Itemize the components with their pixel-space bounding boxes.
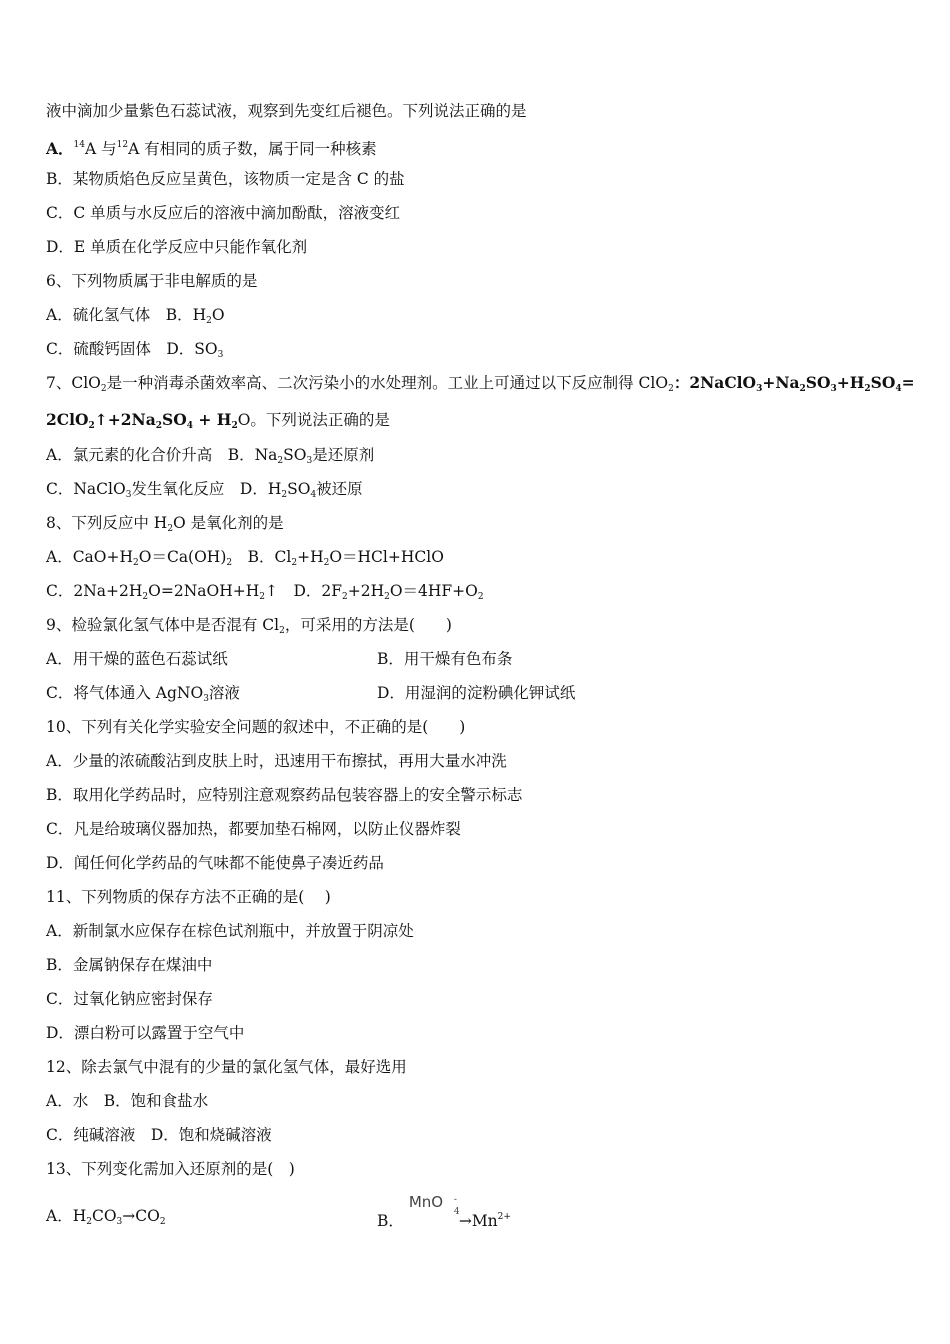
text: C．NaClO [46, 480, 126, 498]
text: A 与 [84, 140, 117, 158]
q10-option-a [46, 751, 507, 771]
subscript: 4 [895, 384, 902, 394]
text: MnO [408, 1193, 444, 1211]
q12-options-cd [46, 1125, 272, 1145]
q5-option-b [46, 169, 405, 189]
subscript: 2 [259, 592, 265, 602]
text: C．过氧化钠应密封保存 [46, 990, 213, 1008]
subscript: 2 [100, 384, 107, 394]
subscript: 3 [203, 694, 209, 704]
question-7-stem-line2 [46, 410, 390, 436]
text: CO [91, 1207, 117, 1225]
subscript: 2 [384, 592, 390, 602]
subscript: 2 [291, 558, 298, 568]
text: O=2NaOH+H [148, 582, 260, 600]
question-9-stem [46, 615, 452, 641]
q10-option-c [46, 819, 461, 839]
text: A．少量的浓硫酸沾到皮肤上时，迅速用干布擦拭，再用大量水冲洗 [46, 752, 507, 770]
subscript: 3 [217, 350, 224, 360]
q8-options-ab [46, 547, 444, 573]
subscript: 4 [453, 1207, 460, 1217]
question-10-stem [46, 717, 465, 737]
text: A．氯元素的化合价升高 B．Na [46, 446, 278, 464]
text: B．Cl [232, 548, 292, 566]
option-d: D．用湿润的淀粉碘化钾试纸 [377, 684, 576, 702]
option-a: A．用干燥的蓝色石蕊试纸 [46, 650, 228, 668]
text: D．E 单质在化学反应中只能作氧化剂 [46, 238, 308, 256]
text: A 有相同的质子数，属于同一种核素 [128, 140, 377, 158]
text: SO [287, 480, 311, 498]
text: 12、除去氯气中混有的少量的氯化氢气体，最好选用 [46, 1058, 407, 1076]
option-label: B． [377, 1212, 404, 1230]
q5-option-d [46, 237, 307, 257]
equation: 2ClO [46, 410, 89, 429]
text: A．CaO+H [46, 548, 134, 566]
text: O＝HCl+HClO [329, 548, 444, 566]
subscript: 2 [277, 456, 284, 466]
subscript: 2 [323, 558, 330, 568]
option-a [46, 1207, 166, 1225]
subscript: 2 [477, 592, 484, 602]
subscript: 2 [133, 558, 139, 568]
q9-options-ab [46, 649, 906, 669]
subscript: 4 [186, 421, 193, 431]
text: 溶液 [208, 684, 240, 702]
text: 11、下列物质的保存方法不正确的是( ) [46, 888, 331, 906]
equation: +H [836, 373, 865, 392]
equation: + H [193, 410, 232, 429]
text: C．凡是给玻璃仪器加热，都要加垫石棉网，以防止仪器炸裂 [46, 820, 461, 838]
text: →CO [122, 1207, 160, 1225]
text: 10、下列有关化学实验安全问题的叙述中，不正确的是( ) [46, 718, 466, 736]
option-c [46, 684, 240, 702]
subscript: 2 [281, 490, 288, 500]
subscript: 3 [306, 456, 313, 466]
subscript: 3 [830, 384, 837, 394]
text: O [211, 306, 225, 324]
text: B．取用化学药品时，应特别注意观察药品包装容器上的安全警示标志 [46, 786, 523, 804]
subscript: 3 [125, 490, 132, 500]
q12-options-ab [46, 1091, 208, 1111]
subscript: 2 [167, 524, 174, 534]
text: 是还原剂 [312, 446, 375, 464]
q9-options-cd [46, 683, 906, 709]
text: 7、ClO [46, 374, 101, 392]
q7-options-ab [46, 445, 374, 471]
q10-option-d [46, 853, 384, 873]
text: +H [297, 548, 324, 566]
text: 液中滴加少量紫色石蕊试液，观察到先变红后褪色。下列说法正确的是 [46, 102, 527, 120]
equation: SO [162, 410, 187, 429]
text: D．闻任何化学药品的气味都不能使鼻子凑近药品 [46, 854, 384, 872]
subscript: 2 [142, 592, 149, 602]
q7-options-cd [46, 479, 363, 505]
mass-number: 14 [73, 140, 85, 150]
equation: +Na [762, 373, 800, 392]
text: C．硫酸钙固体 D．SO [46, 340, 218, 358]
text: O＝Ca(OH) [138, 548, 227, 566]
subscript: 2 [86, 1217, 92, 1227]
text: A．硫化氢气体 B．H [46, 306, 207, 324]
text: B．金属钠保存在煤油中 [46, 956, 213, 974]
q5-option-a [46, 135, 377, 159]
option-label: A． [46, 139, 74, 158]
text: O＝4HF+O [389, 582, 478, 600]
question-13-stem [46, 1159, 295, 1179]
equation: SO [805, 373, 831, 392]
question-8-stem [46, 513, 284, 539]
text: →Mn [458, 1212, 498, 1230]
q11-option-a [46, 921, 414, 941]
text: A．水 B．饱和食盐水 [46, 1092, 209, 1110]
text: 13、下列变化需加入还原剂的是( ) [46, 1160, 295, 1178]
text: C．将气体通入 AgNO [46, 684, 204, 702]
q6-options-cd [46, 339, 223, 365]
equation: = [901, 373, 915, 392]
q8-options-cd [46, 581, 484, 607]
text: 6、下列物质属于非电解质的是 [46, 272, 258, 290]
text: 发生氧化反应 D．H [131, 480, 282, 498]
text: B．某物质焰色反应呈黄色，该物质一定是含 C 的盐 [46, 170, 405, 188]
text: A．新制氯水应保存在棕色试剂瓶中，并放置于阴凉处 [46, 922, 414, 940]
q11-option-c [46, 989, 213, 1009]
subscript: 2 [668, 384, 674, 394]
permanganate-ion-formula [408, 1193, 460, 1226]
subscript: 2 [155, 421, 163, 431]
text: 8、下列反应中 H [46, 514, 168, 532]
superscript: 2+ [497, 1212, 511, 1222]
q5-option-c [46, 203, 400, 223]
subscript: 2 [342, 592, 348, 602]
equation: SO [870, 373, 896, 392]
option-b: B．用干燥有色布条 [377, 650, 513, 668]
q10-option-b [46, 785, 522, 805]
question-7-stem-line1 [46, 373, 915, 399]
subscript: 2 [231, 421, 238, 431]
subscript: 2 [279, 626, 285, 636]
subscript: 2 [864, 384, 871, 394]
equation: ↑+2Na [94, 410, 156, 429]
equation: ：2NaClO [673, 373, 757, 392]
question-6-stem [46, 271, 257, 291]
subscript: 2 [88, 421, 95, 431]
text: O。下列说法正确的是 [237, 411, 390, 429]
text: C．纯碱溶液 D．饱和烧碱溶液 [46, 1126, 272, 1144]
q11-option-d [46, 1023, 244, 1043]
superscript: - [453, 1195, 457, 1205]
subscript: 3 [116, 1217, 123, 1227]
question-11-stem [46, 887, 331, 907]
text: C．2Na+2H [46, 582, 143, 600]
text: D．漂白粉可以露置于空气中 [46, 1024, 245, 1042]
text: +2H [347, 582, 385, 600]
text: O 是氧化剂的是 [173, 514, 284, 532]
q11-option-b [46, 955, 212, 975]
text: 被还原 [316, 480, 363, 498]
question-5-stem-continuation [46, 101, 527, 121]
mass-number: 12 [116, 140, 129, 150]
text: ↑ D．2F [264, 582, 342, 600]
q6-options-ab [46, 305, 225, 331]
text: SO [283, 446, 307, 464]
subscript: 4 [310, 490, 317, 500]
subscript: 2 [206, 316, 212, 326]
text: 是一种消毒杀菌效率高、二次污染小的水处理剂。工业上可通过以下反应制得 ClO [106, 374, 669, 392]
question-12-stem [46, 1057, 407, 1077]
subscript: 2 [226, 558, 233, 568]
option-b [377, 1193, 511, 1231]
subscript: 3 [756, 384, 763, 394]
q13-options-ab [46, 1193, 906, 1232]
subscript: 2 [159, 1217, 166, 1227]
subscript: 2 [799, 384, 806, 394]
text: 9、检验氯化氢气体中是否混有 Cl [46, 616, 280, 634]
text: C．C 单质与水反应后的溶液中滴加酚酞，溶液变红 [46, 204, 401, 222]
text: ，可采用的方法是( ) [284, 616, 452, 634]
text: A．H [46, 1207, 87, 1225]
